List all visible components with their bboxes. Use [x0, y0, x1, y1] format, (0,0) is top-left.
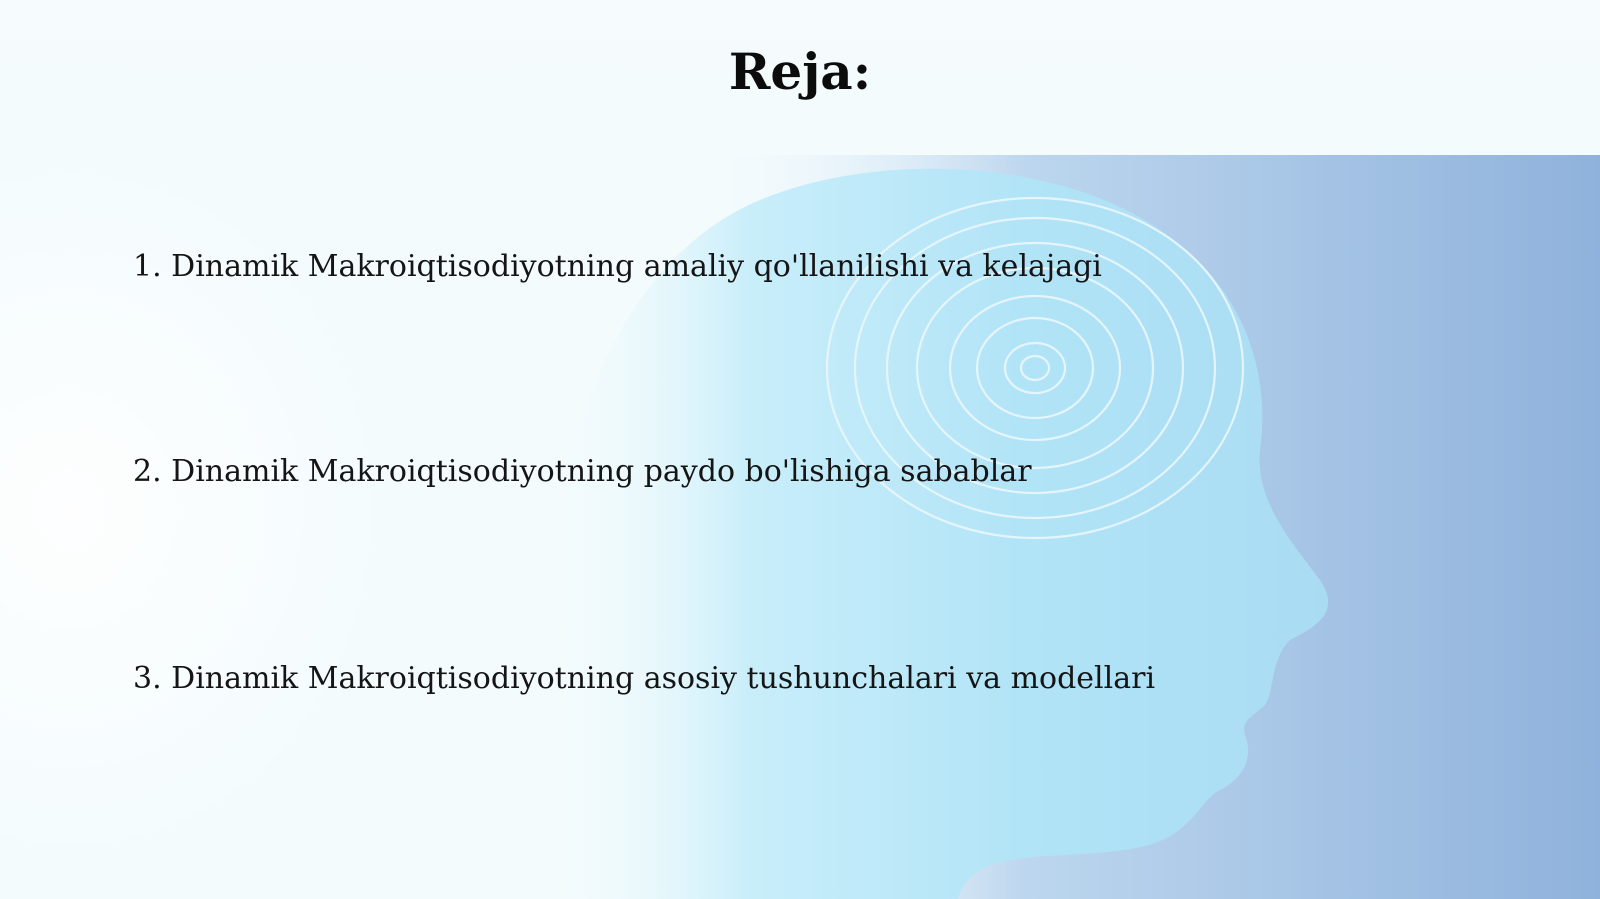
- plan-item-3: 3. Dinamik Makroiqtisodiyotning asosiy tushunchalari va modellari: [133, 661, 1156, 696]
- plan-item-1: 1. Dinamik Makroiqtisodiyotning amaliy qo'llanilishi va kelajagi: [133, 249, 1102, 284]
- plan-list: [133, 245, 1155, 862]
- slide-title: Reja:: [728, 42, 872, 101]
- plan-item-2: 2. Dinamik Makroiqtisodiyotning paydo bo'lishiga sabablar: [133, 454, 1032, 489]
